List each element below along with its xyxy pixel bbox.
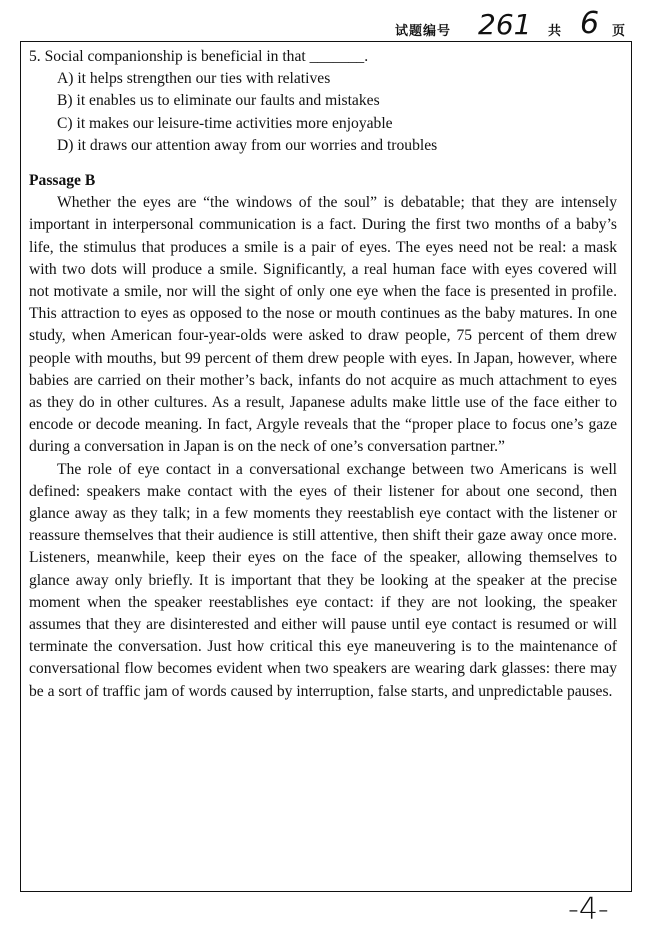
passage-paragraph-1: Whether the eyes are “the windows of the soul” is debatable; that they are intensely important in interpersonal communication is a fact. During the first two months of a baby’s life, the stimulus that produces a smile is a pair of eyes. The eyes need not be real: a mask with two dots will produce a smile. Significantly, a real human face with eyes covered will not motivate a smile, nor will the sight of only one eye when the face is presented in profile. This attraction to eyes as opposed to the nose or mouth continues as the baby matures. In one study, when American four-year-olds were asked to draw people, 75 percent of them drew people with mouths, but 99 percent of them drew people with eyes. In Japan, however, where babies are carried on their mother’s back, infants do not acquire as much attachment to eyes as they do in other cultures. As a result, Japanese adults make little use of the face either to encode or decode meaning. In fact, Argyle reveals that the “proper place to focus one’s gaze during a conversation in Japan is on the neck of one’s conversation partner.” [29,194,617,456]
passage-title: Passage B [29,172,96,190]
page-content [29,46,617,703]
exam-header [0,8,646,44]
option-a: A) it helps strengthen our ties with relatives [57,70,331,88]
exam-number-label: 试题编号 [395,23,452,38]
pages-unit-label: 页 [612,23,626,38]
passage-paragraph-2: The role of eye contact in a conversational exchange between two Americans is well defined: speakers make contact with the eyes of their listener for about one second, then glance away as they talk; in a few moments they reestablish eye contact with the listener or reassure themselves that their audience is still attentive, then shift their gaze away once more. Listeners, meanwhile, keep their eyes on the face of the speaker, allowing themselves to glance away only briefly. It is important that they be looking at the speaker at the precise moment when the speaker reestablishes eye contact: if they are not looking, the speaker assumes that they are disinterested and either will pause until eye contact is resumed or will terminate the conversation. Just how critical this eye maneuvering is to the maintenance of conversational flow becomes evident when two speakers are wearing dark glasses: there may be a sort of traffic jam of words caused by interruption, false starts, and unpredictable pauses. [29,460,617,700]
total-label: 共 [548,23,562,38]
option-d: D) it draws our attention away from our worries and troubles [57,136,438,154]
exam-number-value: 261 [478,8,532,41]
page-number: -4- [568,892,609,927]
question-stem: 5. Social companionship is beneficial in that _______. [29,48,369,65]
option-b: B) it enables us to eliminate our faults and mistakes [57,92,380,110]
total-pages-value: 6 [580,6,600,41]
option-c: C) it makes our leisure-time activities more enjoyable [57,114,393,132]
question-5 [29,46,617,157]
